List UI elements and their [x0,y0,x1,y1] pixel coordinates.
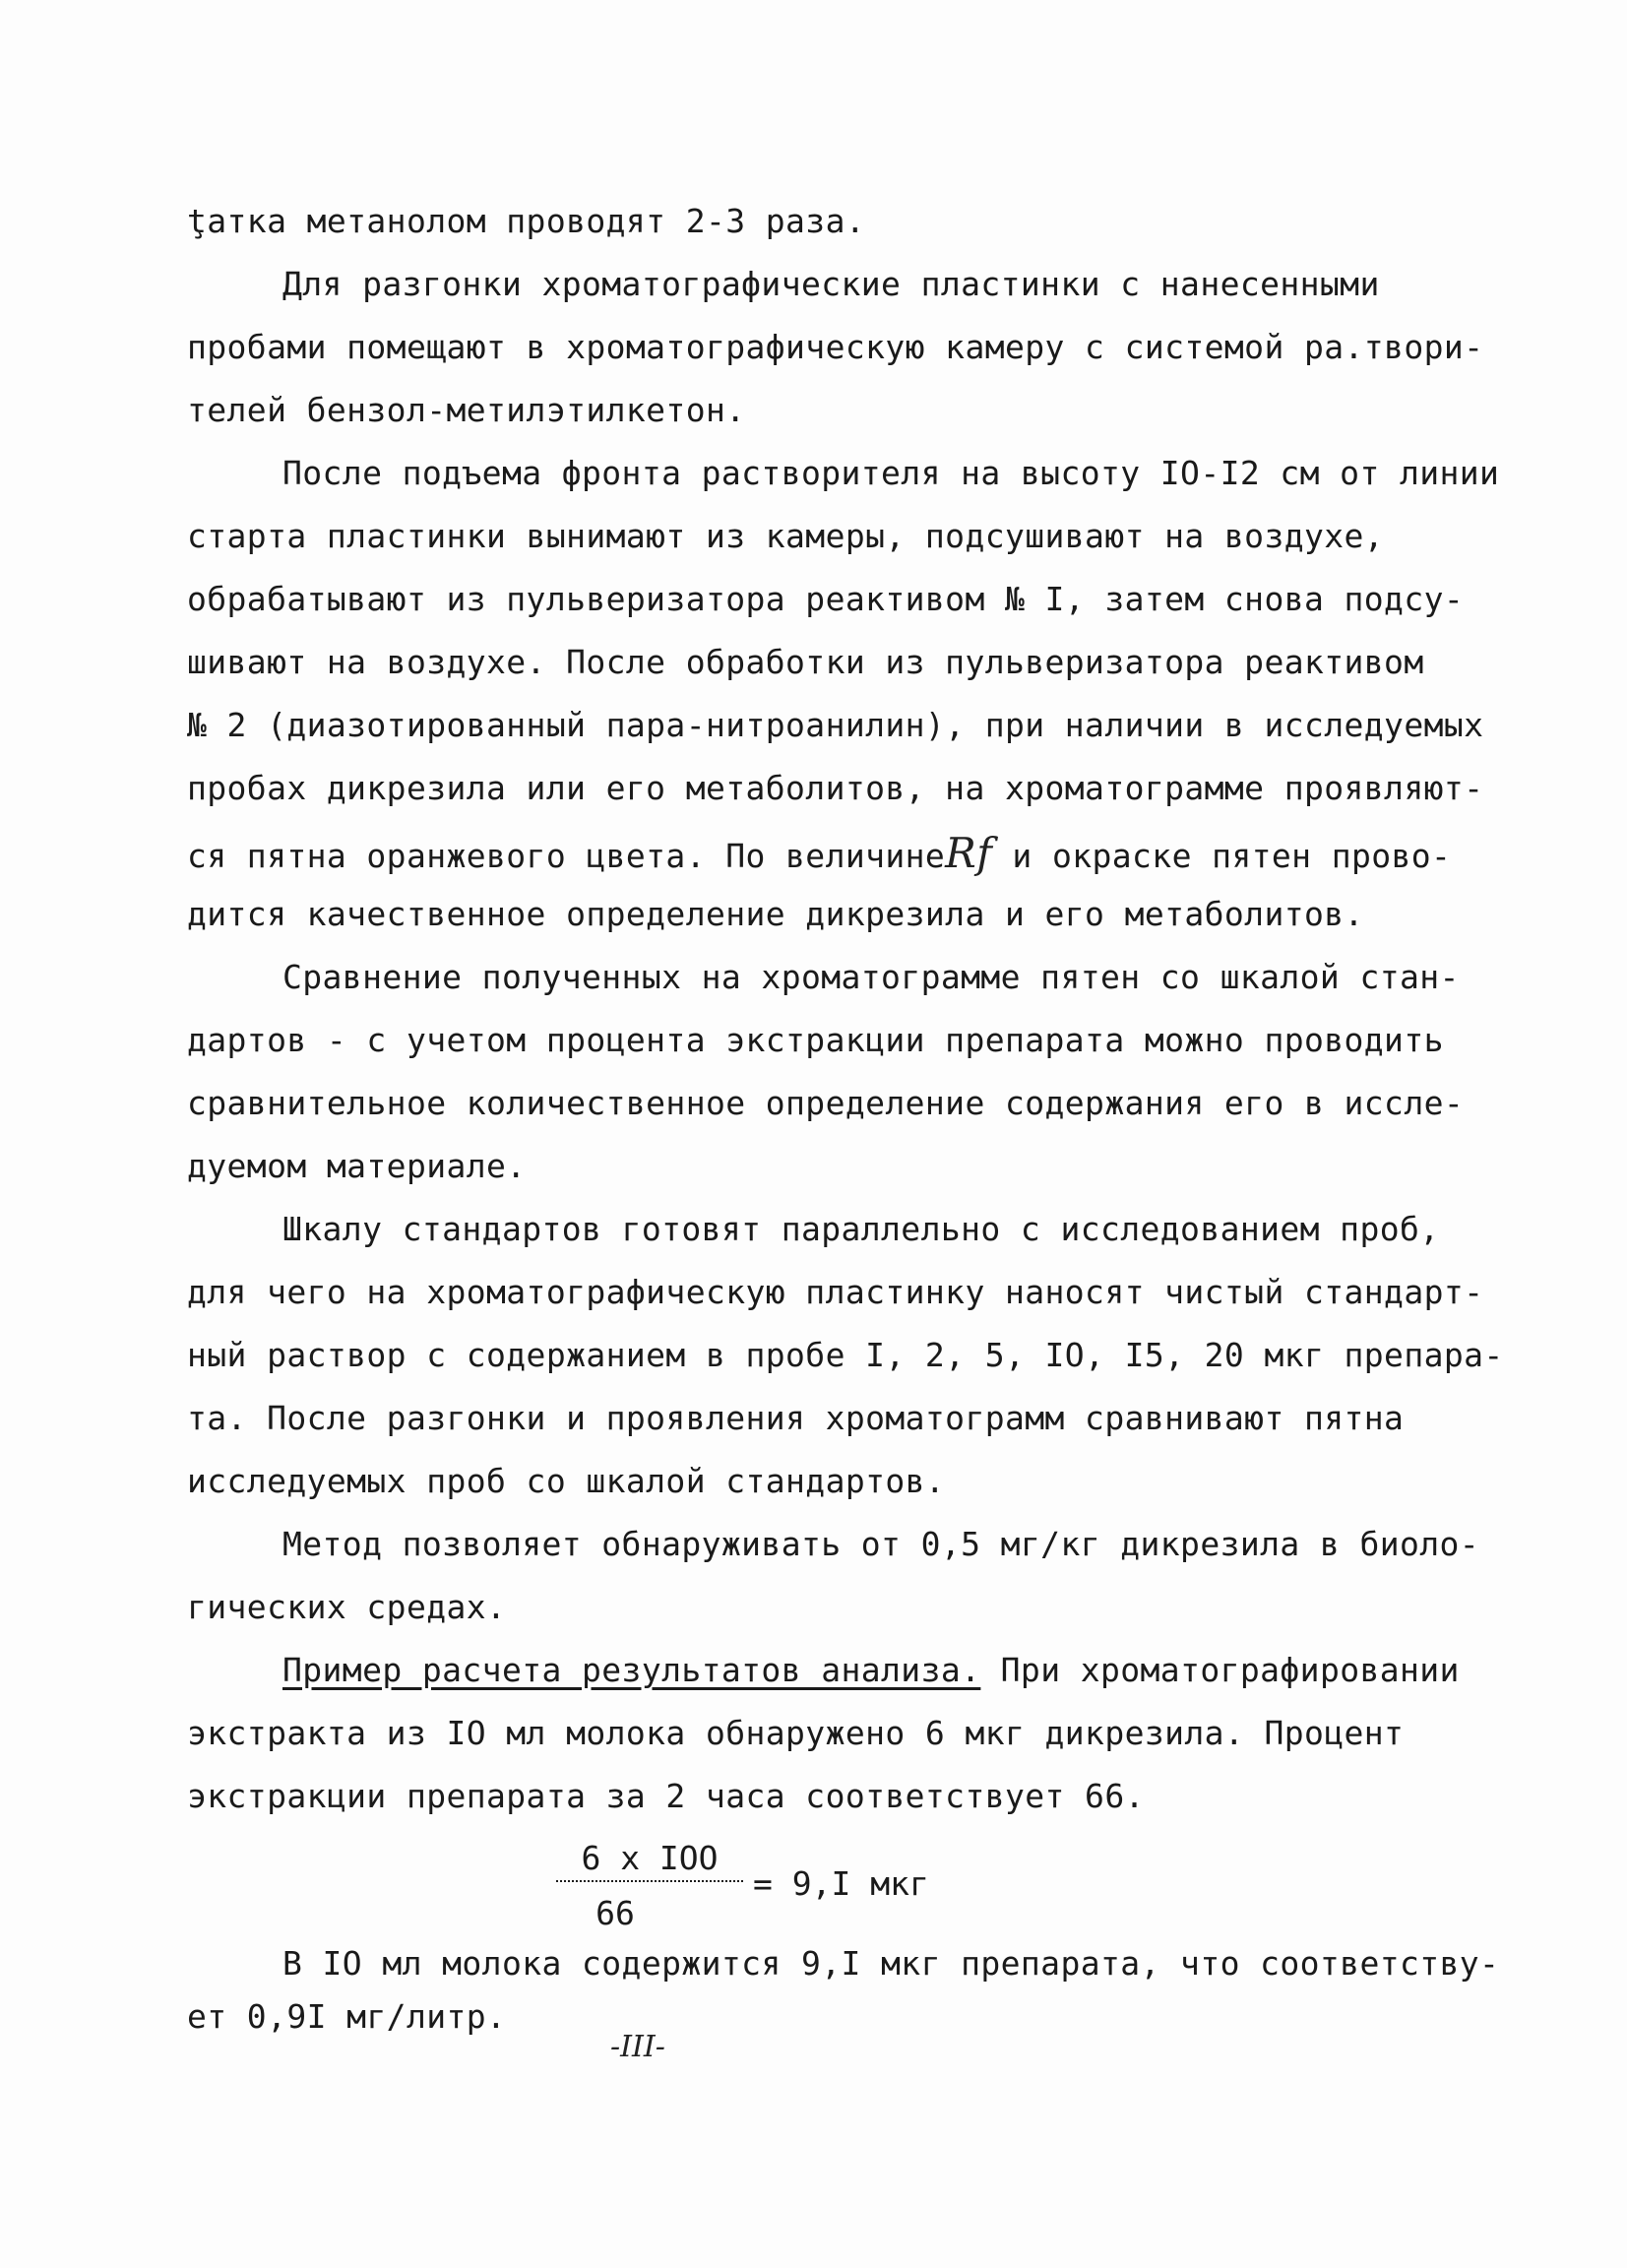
text-line-22: Метод позволяет обнаруживать от 0,5 мг/кг дикрезила в биоло- [282,1525,1480,1563]
text-line-11-end: и окраске пятен прово- [1012,837,1452,875]
text-line-12: дится качественное определение дикрезила и его метаболитов. [187,895,1364,933]
text-line-13: Сравнение полученных на хроматограмме пятен со шкалой стан- [282,958,1460,996]
text-line-20: та. После разгонки и проявления хроматограмм сравнивают пятна [187,1399,1405,1437]
text-line-28: ет 0,9I мг/литр. [187,1997,507,2036]
formula-numerator: 6 x IOO [581,1839,719,1877]
text-line-16: дуемом материале. [187,1147,527,1185]
text-line-23: гических средах. [187,1588,507,1626]
text-line-3: пробами помещают в хроматографическую камеру с системой ра.твори- [187,328,1484,366]
text-line-25: экстракта из IO мл молока обнаружено 6 мкг дикрезила. Процент [187,1714,1405,1752]
text-line-5: После подъема фронта растворителя на высоту IO-I2 см от линии [282,454,1500,492]
text-line-11-start: ся пятна оранжевого цвета. По величине [187,837,946,875]
text-line-19: ный раствор с содержанием в пробе I, 2, 5, IO, I5, 20 мкг препара- [187,1336,1504,1374]
text-line-7: обрабатывают из пульверизатора реактивом № I, затем снова подсу- [187,580,1465,618]
formula-result: = 9,I мкг [753,1864,929,1903]
text-line-18: для чего на хроматографическую пластинку наносят чистый стандарт- [187,1273,1484,1311]
formula-denominator: 66 [595,1894,635,1932]
text-line-24 [282,1651,1460,1689]
text-line-6: старта пластинки вынимают из камеры, подсушивают на воздухе, [187,517,1385,555]
text-line-21: исследуемых проб со шкалой стандартов. [187,1462,946,1500]
text-line-4: телей бензол-метилэтилкетон. [187,391,746,429]
formula-fraction-bar [556,1880,743,1882]
rf-handwritten-mark: Rf [945,829,993,877]
text-line-15: сравнительное количественное определение содержания его в иссле- [187,1084,1465,1122]
text-line-24-end: При хроматографировании [1000,1651,1460,1689]
example-heading: Пример расчета результатов анализа. [282,1651,981,1689]
text-line-10: пробах дикрезила или его метаболитов, на хроматограмме проявляют- [187,769,1484,807]
text-line-1: ţатка метанолом проводят 2-3 раза. [187,202,866,240]
text-line-26: экстракции препарата за 2 часа соответствует 66. [187,1777,1145,1815]
text-line-9: № 2 (диазотированный пара-нитроанилин), при наличии в исследуемых [187,706,1484,744]
text-line-14: дартов - с учетом процента экстракции препарата можно проводить [187,1021,1444,1059]
text-line-17: Шкалу стандартов готовят параллельно с исследованием проб, [282,1210,1440,1248]
text-line-11 [187,829,1452,877]
page-number: -III- [610,2030,665,2064]
text-line-27: В IO мл молока содержится 9,I мкг препарата, что соответству- [282,1944,1500,1983]
text-line-2: Для разгонки хроматографические пластинки с нанесенными [282,265,1380,303]
calculation-formula [556,1839,950,1947]
text-line-8: шивают на воздухе. После обработки из пульверизатора реактивом [187,643,1424,681]
